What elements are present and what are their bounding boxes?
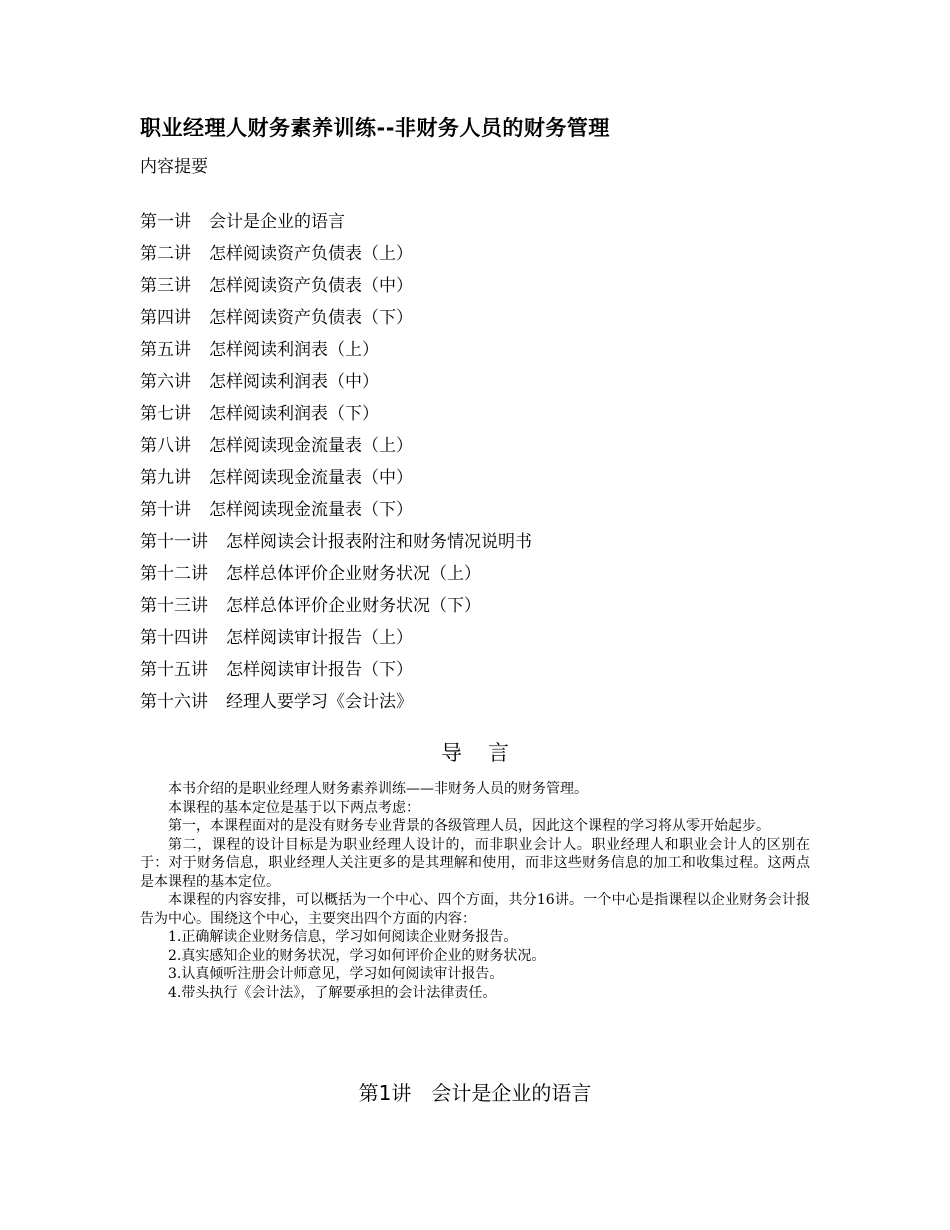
toc-item-title: 怎样总体评价企业财务状况（上） — [226, 564, 481, 584]
intro-paragraph: 本课程的基本定位是基于以下两点考虑： — [168, 799, 420, 816]
toc-item-title: 经理人要学习《会计法》 — [226, 692, 413, 712]
toc-item — [140, 462, 532, 494]
toc-item — [140, 430, 532, 462]
toc-item-number: 第九讲 — [140, 468, 191, 488]
toc-item-number: 第八讲 — [140, 436, 191, 456]
toc-item — [140, 398, 532, 430]
toc-item — [140, 654, 532, 686]
intro-paragraph: 第一，本课程面对的是没有财务专业背景的各级管理人员，因此这个课程的学习将从零开始起步。 — [168, 818, 770, 834]
toc-item — [140, 334, 532, 366]
intro-list-item: 4.带头执行《会计法》，了解要承担的会计法律责任。 — [168, 984, 497, 1001]
toc-item — [140, 558, 532, 590]
toc-item-title: 怎样阅读利润表（中） — [209, 372, 379, 392]
toc-item-title: 怎样阅读利润表（上） — [209, 340, 379, 360]
toc-item-number: 第七讲 — [140, 404, 191, 424]
document-title: 职业经理人财务素养训练--非财务人员的财务管理 — [140, 116, 610, 140]
toc-item-number: 第十一讲 — [140, 532, 208, 552]
toc-item — [140, 494, 532, 526]
toc-item-title: 怎样阅读现金流量表（中） — [209, 468, 413, 488]
toc-item-number: 第十二讲 — [140, 564, 208, 584]
toc-item-number: 第一讲 — [140, 212, 191, 232]
toc-item-title: 怎样阅读现金流量表（下） — [209, 500, 413, 520]
intro-list-item: 2.真实感知企业的财务状况，学习如何评价企业的财务状况。 — [168, 947, 546, 964]
toc-item — [140, 686, 532, 718]
chapter-heading: 第1讲 会计是企业的语言 — [358, 1081, 592, 1105]
intro-list-item: 1.正确解读企业财务信息，学习如何阅读企业财务报告。 — [168, 929, 518, 945]
toc-item-number: 第二讲 — [140, 244, 191, 264]
toc-item-title: 怎样阅读现金流量表（上） — [209, 436, 413, 456]
intro-paragraph: 本书介绍的是职业经理人财务素养训练——非财务人员的财务管理。 — [168, 781, 588, 797]
intro-paragraph: 第二，课程的设计目标是为职业经理人设计的，而非职业会计人。职业经理人和职业会计人的区别在于：对于财务信息，职业经理人关注更多的是其理解和使用，而非这些财务信息的加工和收集过程。这两点是本课程的基本定位。 — [140, 836, 810, 890]
toc-item-title: 怎样阅读资产负债表（下） — [209, 308, 413, 328]
toc-item — [140, 526, 532, 558]
toc-item — [140, 590, 532, 622]
toc-item-title: 怎样阅读审计报告（上） — [226, 628, 413, 648]
toc-item — [140, 238, 532, 270]
toc-item — [140, 622, 532, 654]
toc-item-number: 第三讲 — [140, 276, 191, 296]
toc-item-number: 第四讲 — [140, 308, 191, 328]
toc-item-number: 第十四讲 — [140, 628, 208, 648]
toc-item — [140, 270, 532, 302]
intro-heading: 导言 — [441, 741, 535, 765]
toc-item-title: 怎样阅读会计报表附注和财务情况说明书 — [226, 532, 532, 552]
toc-item-title: 怎样阅读审计报告（下） — [226, 660, 413, 680]
document-subtitle: 内容提要 — [140, 157, 208, 177]
toc-item-title: 怎样阅读资产负债表（中） — [209, 276, 413, 296]
toc-item-number: 第六讲 — [140, 372, 191, 392]
intro-paragraph: 本课程的内容安排，可以概括为一个中心、四个方面，共分16讲。一个中心是指课程以企业财务会计报告为中心。围绕这个中心，主要突出四个方面的内容： — [140, 892, 810, 927]
intro-list-item: 3.认真倾听注册会计师意见，学习如何阅读审计报告。 — [168, 966, 504, 982]
toc-item-title: 怎样阅读资产负债表（上） — [209, 244, 413, 264]
toc-item-number: 第十三讲 — [140, 596, 208, 616]
table-of-contents — [140, 206, 532, 718]
toc-item-title: 怎样总体评价企业财务状况（下） — [226, 596, 481, 616]
toc-item-title: 会计是企业的语言 — [209, 212, 345, 232]
toc-item — [140, 302, 532, 334]
toc-item — [140, 366, 532, 398]
toc-item-number: 第十讲 — [140, 500, 191, 520]
intro-body — [140, 780, 810, 1002]
toc-item-number: 第五讲 — [140, 340, 191, 360]
toc-item-title: 怎样阅读利润表（下） — [209, 404, 379, 424]
toc-item-number: 第十五讲 — [140, 660, 208, 680]
toc-item — [140, 206, 532, 238]
toc-item-number: 第十六讲 — [140, 692, 208, 712]
